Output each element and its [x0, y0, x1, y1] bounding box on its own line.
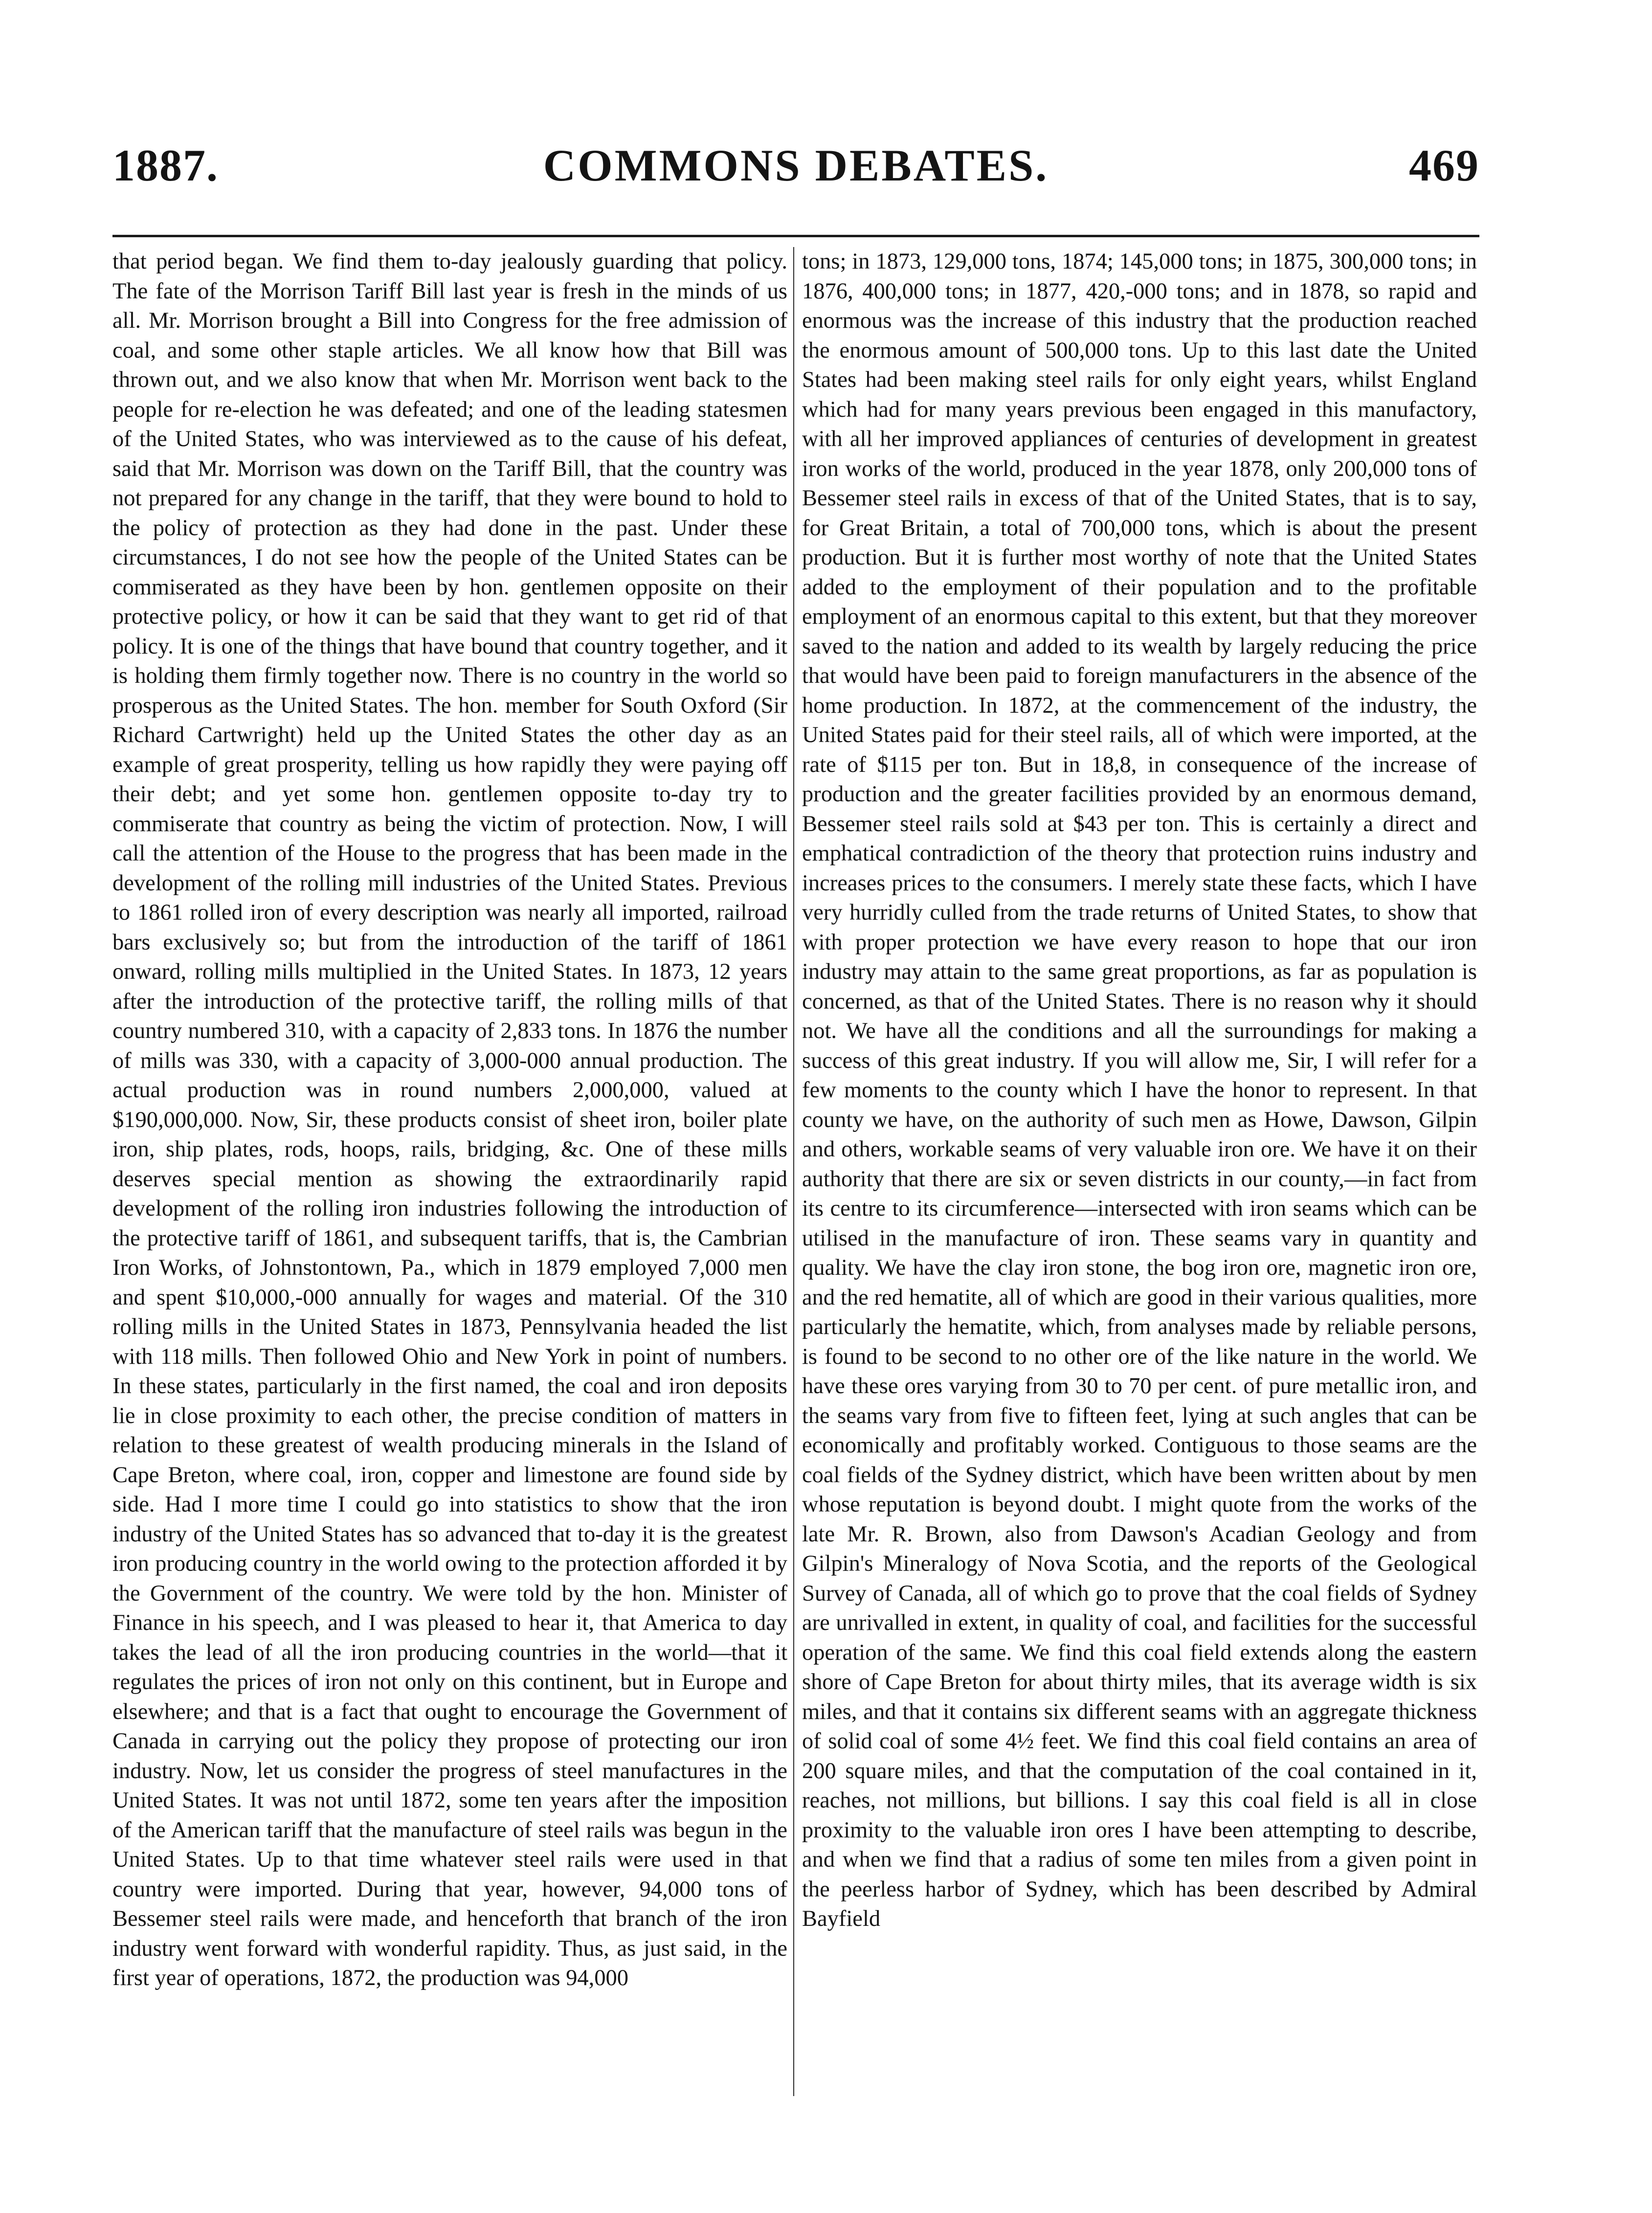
header-page-number: 469: [1409, 140, 1479, 190]
page-header: [112, 125, 1479, 203]
header-year: 1887.: [112, 140, 219, 190]
column-divider: [793, 247, 794, 2096]
right-column: [802, 247, 1477, 2101]
header-rule: [112, 235, 1479, 237]
left-column-text: that period began. We find them to-day jealously guarding that policy. The fate of the Morrison Tariff Bill last year is fresh in the minds of us all. Mr. Morrison brought a Bill into Congress for the free admission of coal, and some other staple articles. We all know how that Bill was thrown out, and we also know that when Mr. Morrison went back to the people for re-election he was defeated; and one of the leading statesmen of the United States, who was interviewed as to the cause of his defeat, said that Mr. Morrison was down on the Tariff Bill, that the country was not prepared for any change in the tariff, that they were bound to hold to the policy of protection as they had done in the past. Under these circumstances, I do not see how the people of the United States can be commiserated as they have been by hon. gentlemen opposite on their protective policy, or how it can be said that they want to get rid of that policy. It is one of the things that have bound that country together, and it is holding them firmly together now. There is no country in the world so prosperous as the United States. The hon. member for South Oxford (Sir Richard Cartwright) held up the United States the other day as an example of great prosperity, telling us how rapidly they were paying off their debt; and yet some hon. gentlemen opposite to-day try to commiserate that country as being the victim of protection. Now, I will call the attention of the House to the progress that has been made in the development of the rolling mill industries of the United States. Previous to 1861 rolled iron of every description was nearly all imported, railroad bars exclusively so; but from the introduction of the tariff of 1861 onward, rolling mills multiplied in the United States. In 1873, 12 years after the introduction of the protective tariff, the rolling mills of that country numbered 310, with a capacity of 2,833 tons. In 1876 the number of mills was 330, with a capacity of 3,000-000 annual production. The actual production was in round numbers 2,000,000, valued at $190,000,000. Now, Sir, these products consist of sheet iron, boiler plate iron, ship plates, rods, hoops, rails, bridging, &c. One of these mills deserves special mention as showing the extraordinarily rapid development of the rolling iron industries following the introduction of the protective tariff of 1861, and subsequent tariffs, that is, the Cambrian Iron Works, of Johnstontown, Pa., which in 1879 employed 7,000 men and spent $10,000,-000 annually for wages and material. Of the 310 rolling mills in the United States in 1873, Pennsylvania headed the list with 118 mills. Then followed Ohio and New York in point of numbers. In these states, particularly in the first named, the coal and iron deposits lie in close proximity to each other, the precise condition of matters in relation to these greatest of wealth producing minerals in the Island of Cape Breton, where coal, iron, copper and limestone are found side by side. Had I more time I could go into statistics to show that the iron industry of the United States has so advanced that to-day it is the greatest iron producing country in the world owing to the protection afforded it by the Government of the country. We were told by the hon. Minister of Finance in his speech, and I was pleased to hear it, that America to day takes the lead of all the iron producing countries in the world—that it regulates the prices of iron not only on this continent, but in Europe and elsewhere; and that is a fact that ought to encourage the Government of Canada in carrying out the policy they propose of protecting our iron industry. Now, let us consider the progress of steel manufactures in the United States. It was not until 1872, some ten years after the imposition of the American tariff that the manufacture of steel rails was begun in the United States. Up to that time whatever steel rails were used in that country were imported. During that year, however, 94,000 tons of Bessemer steel rails were made, and henceforth that branch of the iron industry went forward with wonderful rapidity. Thus, as just said, in the first year of operations, 1872, the production was 94,000: [112, 249, 787, 1990]
header-title: COMMONS DEBATES.: [543, 140, 1049, 190]
right-column-text: tons; in 1873, 129,000 tons, 1874; 145,000 tons; in 1875, 300,000 tons; in 1876, 400,000 tons; in 1877, 420,-000 tons; and in 1878, so rapid and enormous was the increase of this industry that the production reached the enormous amount of 500,000 tons. Up to this last date the United States had been making steel rails for only eight years, whilst England which had for many years previous been engaged in this manufactory, with all her improved appliances of centuries of development in greatest iron works of the world, produced in the year 1878, only 200,000 tons of Bessemer steel rails in excess of that of the United States, that is to say, for Great Britain, a total of 700,000 tons, which is about the present production. But it is further most worthy of note that the United States added to the employment of their population and to the profitable employment of an enormous capital to this extent, but that they moreover saved to the nation and added to its wealth by largely reducing the price that would have been paid to foreign manufacturers in the absence of the home production. In 1872, at the commencement of the industry, the United States paid for their steel rails, all of which were imported, at the rate of $115 per ton. But in 18,8, in consequence of the increase of production and the greater facilities provided by an enormous demand, Bessemer steel rails sold at $43 per ton. This is certainly a direct and emphatical contradiction of the theory that protection ruins industry and increases prices to the consumers. I merely state these facts, which I have very hurridly culled from the trade returns of United States, to show that with proper protection we have every reason to hope that our iron industry may attain to the same great proportions, as far as population is concerned, as that of the United States. There is no reason why it should not. We have all the conditions and all the surroundings for making a success of this great industry. If you will allow me, Sir, I will refer for a few moments to the county which I have the honor to represent. In that county we have, on the authority of such men as Howe, Dawson, Gilpin and others, workable seams of very valuable iron ore. We have it on their authority that there are six or seven districts in our county,—in fact from its centre to its circumference—intersected with iron seams which can be utilised in the manufacture of iron. These seams vary in quantity and quality. We have the clay iron stone, the bog iron ore, magnetic iron ore, and the red hematite, all of which are good in their various qualities, more particularly the hematite, which, from analyses made by reliable persons, is found to be second to no other ore of the like nature in the world. We have these ores varying from 30 to 70 per cent. of pure metallic iron, and the seams vary from five to fifteen feet, lying at such angles that can be economically and profitably worked. Contiguous to those seams are the coal fields of the Sydney district, which have been written about by men whose reputation is beyond doubt. I might quote from the works of the late Mr. R. Brown, also from Dawson's Acadian Geology and from Gilpin's Mineralogy of Nova Scotia, and the reports of the Geological Survey of Canada, all of which go to prove that the coal fields of Sydney are unrivalled in extent, in quality of coal, and facilities for the successful operation of the same. We find this coal field extends along the eastern shore of Cape Breton for about thirty miles, that its average width is six miles, and that it contains six different seams with an aggregate thickness of solid coal of some 4½ feet. We find this coal field contains an area of 200 square miles, and that the computation of the coal contained in it, reaches, not millions, but billions. I say this coal field is all in close proximity to the valuable iron ores I have been attempting to describe, and when we find that a radius of some ten miles from a given point in the peerless harbor of Sydney, which has been described by Admiral Bayfield: [802, 249, 1477, 1931]
left-column: [112, 247, 787, 2101]
